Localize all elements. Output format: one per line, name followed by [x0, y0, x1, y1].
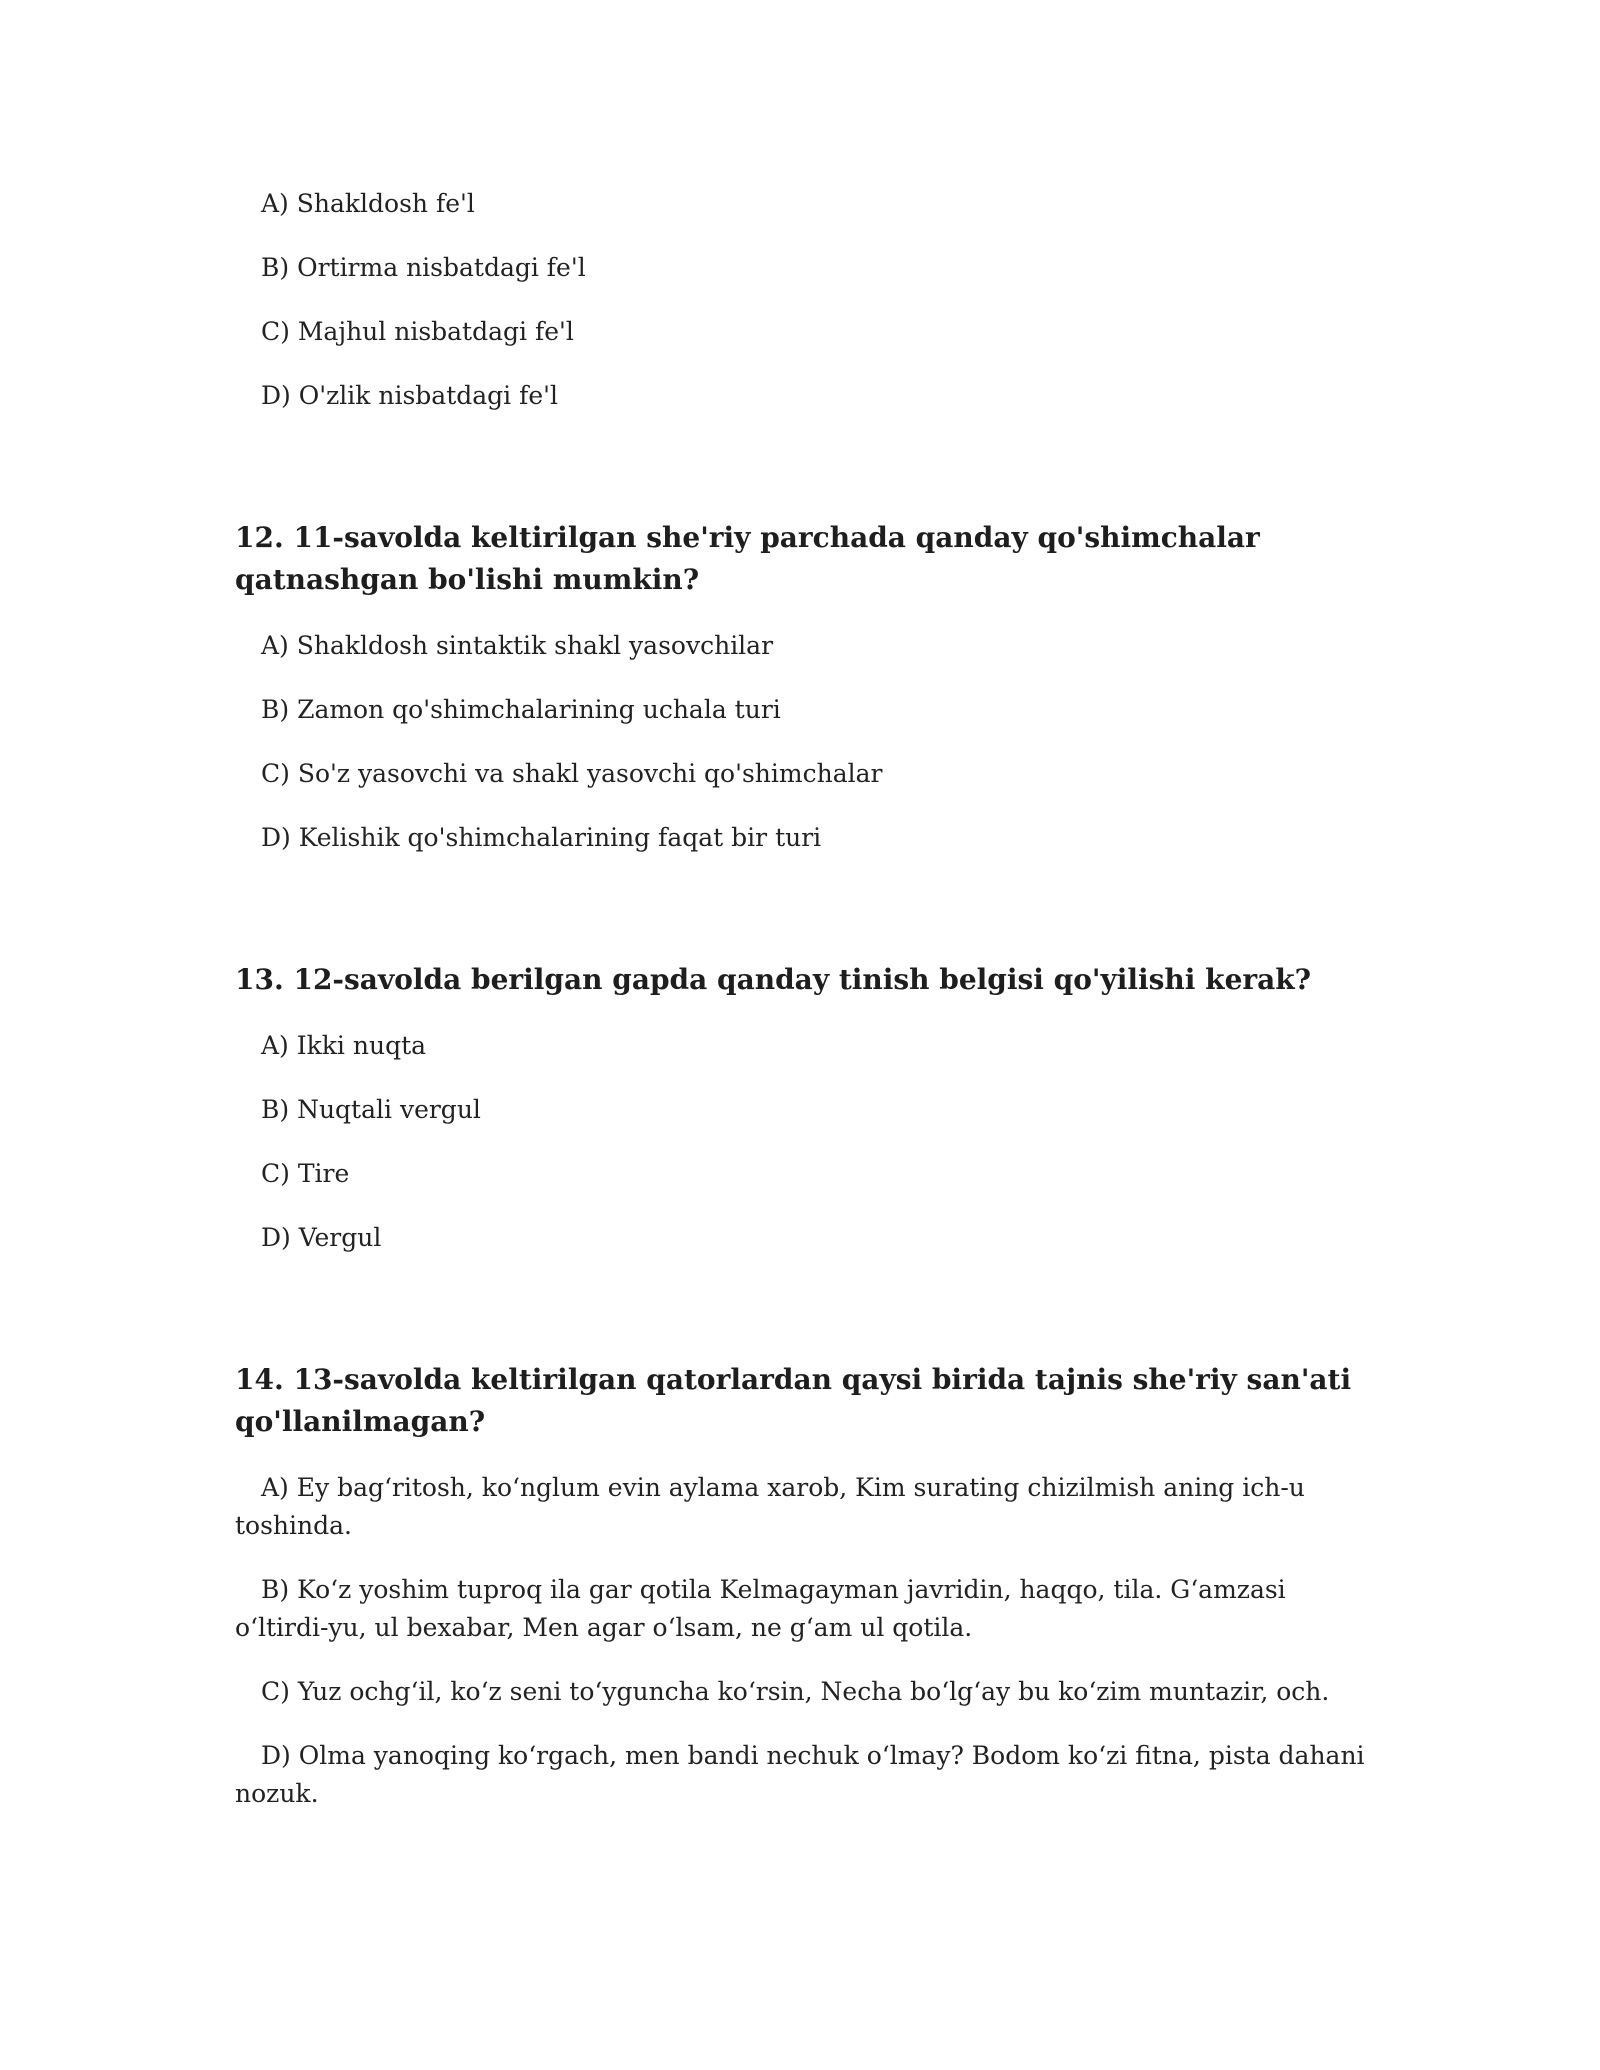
question-12 — [235, 517, 1375, 857]
question-14 — [235, 1359, 1375, 1813]
option-d: D) Olma yanoqing ko‘rgach, men bandi nechuk o‘lmay? Bodom ko‘zi fitna, pista dahani nozuk. — [235, 1741, 1365, 1808]
option-b: B) Nuqtali vergul — [261, 1095, 481, 1124]
option-b: B) Ko‘z yoshim tuproq ila gar qotila Kelmagayman javridin, haqqo, tila. G‘amzasi o‘ltirdi-yu, ul bexabar, Men agar o‘lsam, ne g‘am ul qotila. — [235, 1575, 1286, 1642]
question-text: 12. 11-savolda keltirilgan she'riy parchada qanday qo'shimchalar qatnashgan bo'lishi mumkin? — [235, 521, 1260, 596]
option-c: C) Tire — [261, 1159, 350, 1188]
question-text: 13. 12-savolda berilgan gapda qanday tinish belgisi qo'yilishi kerak? — [235, 963, 1312, 996]
option-a: A) Shakldosh fe'l — [261, 189, 475, 218]
option-c: C) Yuz ochg‘il, ko‘z seni to‘yguncha ko‘rsin, Necha bo‘lg‘ay bu ko‘zim muntazir, och. — [261, 1677, 1330, 1706]
question-13 — [235, 959, 1375, 1257]
option-list — [235, 1027, 1375, 1257]
option-a: A) Ikki nuqta — [261, 1031, 427, 1060]
option-c: C) So'z yasovchi va shakl yasovchi qo'shimchalar — [261, 759, 883, 788]
option-list — [235, 627, 1375, 857]
option-d: D) Kelishik qo'shimchalarining faqat bir turi — [261, 823, 822, 852]
option-a: A) Shakldosh sintaktik shakl yasovchilar — [261, 631, 774, 660]
option-b: B) Zamon qo'shimchalarining uchala turi — [261, 695, 781, 724]
option-d: D) O'zlik nisbatdagi fe'l — [261, 381, 559, 410]
option-list — [235, 1469, 1375, 1813]
intro-option-list — [235, 185, 1375, 415]
document-page — [235, 185, 1375, 1839]
option-d: D) Vergul — [261, 1223, 382, 1252]
option-b: B) Ortirma nisbatdagi fe'l — [261, 253, 586, 282]
question-text: 14. 13-savolda keltirilgan qatorlardan qaysi birida tajnis she'riy san'ati qo'llanilmagan? — [235, 1363, 1352, 1438]
option-a: A) Ey bag‘ritosh, ko‘nglum evin aylama xarob, Kim surating chizilmish aning ich-u toshinda. — [235, 1473, 1305, 1540]
option-c: C) Majhul nisbatdagi fe'l — [261, 317, 574, 346]
